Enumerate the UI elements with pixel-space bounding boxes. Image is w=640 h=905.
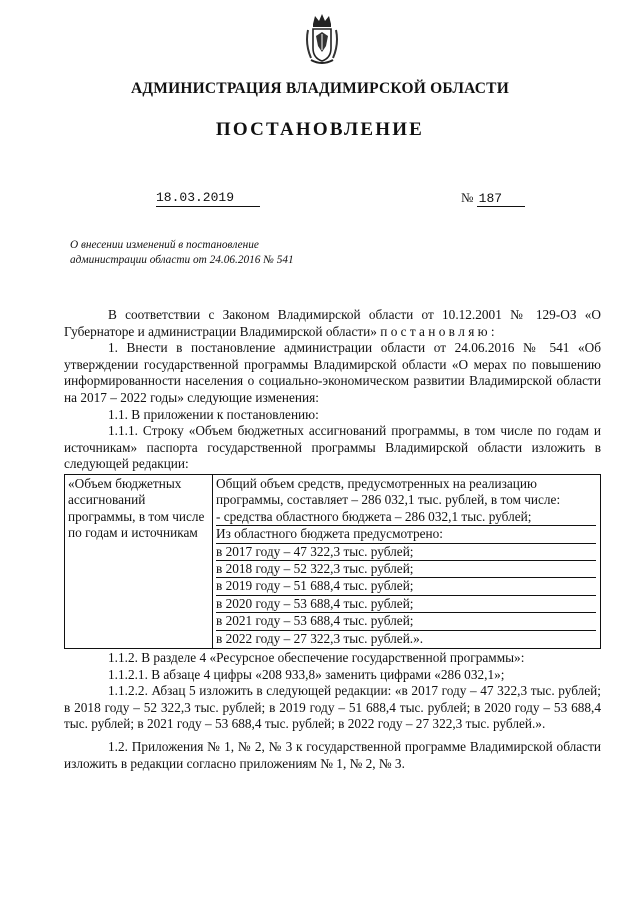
table-line: в 2022 году – 27 322,3 тыс. рублей.». — [216, 630, 424, 646]
table-line: в 2019 году – 51 688,4 тыс. рублей; — [216, 578, 596, 595]
table-right-cell — [213, 474, 601, 648]
document-body — [64, 307, 601, 772]
paragraph-1-1: 1.1. В приложении к постановлению: — [108, 406, 319, 422]
table-line: в 2021 году – 53 688,4 тыс. рублей; — [216, 613, 596, 630]
number-value: 187 — [477, 191, 525, 207]
document-number — [461, 190, 525, 207]
document-subject — [70, 238, 294, 268]
paragraph-1-1-1: 1.1.1. Строку «Объем бюджетных ассигнований программы, в том числе по годам и источникам» паспорта государственной программы Владимирской области изложить в следующей редакции: — [64, 423, 601, 472]
table-line: Общий объем средств, предусмотренных на реализацию программы, составляет – 286 032,1 тыс. рублей, в том числе: — [216, 475, 561, 508]
document-date: 18.03.2019 — [156, 190, 260, 207]
organization-name: АДМИНИСТРАЦИЯ ВЛАДИМИРСКОЙ ОБЛАСТИ — [131, 80, 509, 97]
coat-of-arms-icon — [305, 14, 339, 66]
table-line: - средства областного бюджета – 286 032,1 тыс. рублей; — [216, 509, 596, 526]
budget-table — [64, 474, 601, 649]
document-type-title: ПОСТАНОВЛЕНИЕ — [215, 119, 425, 140]
paragraph-1-1-2-2: 1.1.2.2. Абзац 5 изложить в следующей редакции: «в 2017 году – 47 322,3 тыс. рублей; в 2018 году – 52 322,3 тыс. рублей; в 2019 году – 51 688,4 тыс. рублей; в 2020 году – 53 688,4 тыс. рублей; в 2021 году – 53 688,4 тыс. рублей; в 2022 году – 27 322,3 тыс. рублей.». — [64, 683, 601, 732]
subject-line-2: администрации области от 24.06.2016 № 541 — [70, 254, 294, 266]
table-line: Из областного бюджета предусмотрено: — [216, 526, 596, 543]
table-left-cell: «Объем бюджетных ассигнований программы, в том числе по годам и источникам — [65, 474, 213, 648]
paragraph-1-2: 1.2. Приложения № 1, № 2, № 3 к государственной программе Владимирской области изложить в редакции согласно приложениям № 1, № 2, № 3. — [64, 738, 601, 771]
table-row — [65, 474, 601, 648]
number-label: № — [461, 190, 474, 205]
intro-paragraph: В соответствии с Законом Владимирской области от 10.12.2001 № 129-ОЗ «О Губернаторе и администрации Владимирской области» п о с т а н о в л я ю : — [64, 307, 601, 339]
table-line: в 2017 году – 47 322,3 тыс. рублей; — [216, 544, 596, 561]
paragraph-1-1-2: 1.1.2. В разделе 4 «Ресурсное обеспечение государственной программы»: — [108, 650, 525, 665]
paragraph-1: 1. Внести в постановление администрации области от 24.06.2016 № 541 «Об утверждении государственной программы Владимирской области «О мерах по повышению информированности населения о социально-экономическом развитии Владимирской области на 2017 – 2022 годы» следующие изменения: — [64, 340, 601, 405]
table-line: в 2018 году – 52 322,3 тыс. рублей; — [216, 561, 596, 578]
subject-line-1: О внесении изменений в постановление — [70, 239, 259, 251]
table-line: в 2020 году – 53 688,4 тыс. рублей; — [216, 596, 596, 613]
paragraph-1-1-2-1: 1.1.2.1. В абзаце 4 цифры «208 933,8» заменить цифрами «286 032,1»; — [108, 666, 505, 682]
